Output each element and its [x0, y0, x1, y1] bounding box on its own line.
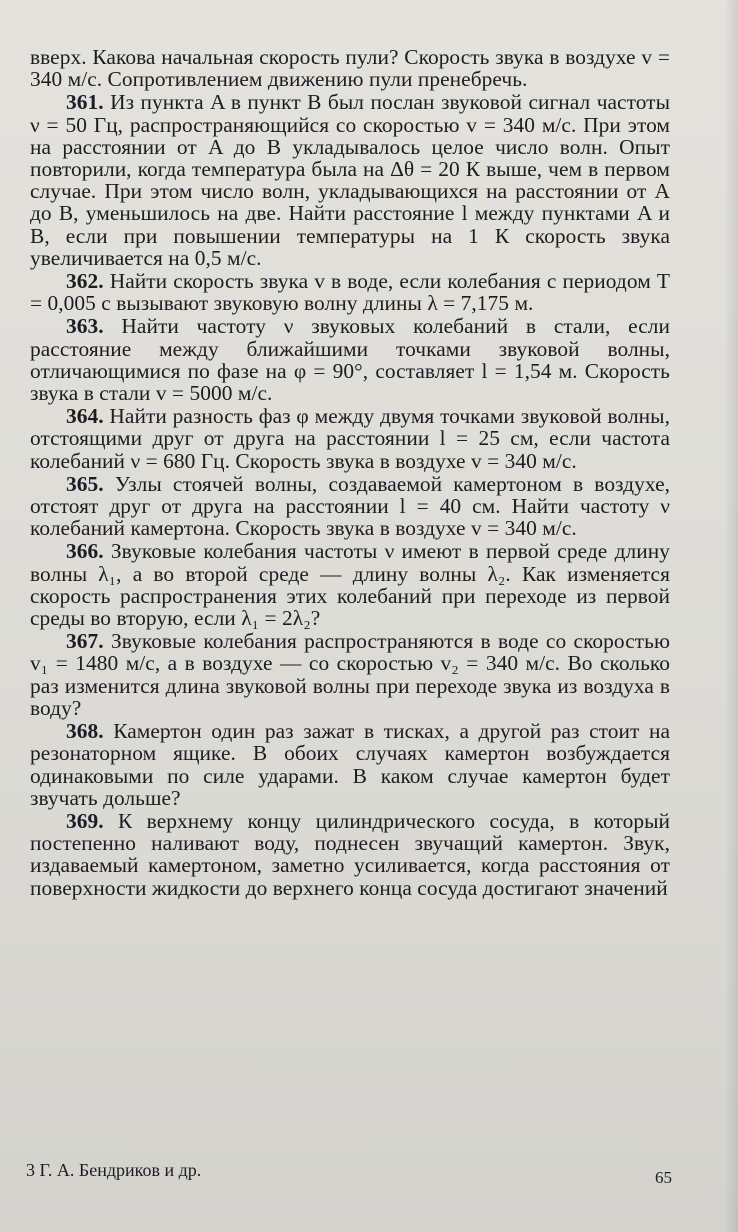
signature-mark: 3 Г. А. Бендриков и др.	[26, 1160, 202, 1180]
problem-text: Звуковые колебания частоты ν имеют в первой среде длину волны λ₁, а во второй среде — длину волны λ₂. Как изменяется скорость распространения этих колебаний при переходе из первой среды во вторую, если λ₁ = 2λ₂?	[30, 539, 670, 631]
problem-364	[30, 405, 670, 472]
problem-number: 369.	[66, 808, 104, 833]
problem-365	[30, 473, 670, 540]
problem-number: 362.	[66, 269, 104, 294]
problem-text: Найти скорость звука v в воде, если колебания с периодом T = 0,005 с вызывают звуковую волну длины λ = 7,175 м.	[30, 269, 671, 316]
problem-number: 368.	[66, 719, 104, 744]
problem-text: Найти частоту ν звуковых колебаний в стали, если расстояние между ближайшими точками звуковой волны, отличающимися по фазе на φ = 90°, составляет l = 1,54 м. Скорость звука в стали v = 5000 м/с.	[30, 314, 670, 406]
problem-number: 367.	[66, 629, 104, 654]
page-footer	[26, 1160, 672, 1200]
page-edge-shadow	[724, 0, 738, 1232]
problem-number: 365.	[66, 471, 104, 496]
problem-363	[30, 315, 670, 404]
problem-number: 364.	[66, 404, 104, 429]
problem-text: К верхнему концу цилиндрического сосуда, в который постепенно наливают воду, поднесен звучащий камертон. Звук, издаваемый камертоном, заметно усиливается, когда расстояния от поверхности жидкости до верхнего конца сосуда достигают значений	[30, 808, 670, 900]
problem-360-continuation	[30, 46, 670, 90]
problem-number: 361.	[66, 90, 104, 115]
problem-text: Камертон один раз зажат в тисках, а другой раз стоит на резонаторном ящике. В обоих случаях камертон возбуждается одинаковыми по силе ударами. В каком случае камертон будет звучать дольше?	[30, 719, 670, 810]
problem-362	[30, 270, 670, 314]
problem-366	[30, 540, 670, 629]
page-number: 65	[655, 1168, 672, 1187]
problem-text: Звуковые колебания распространяются в воде со скоростью v₁ = 1480 м/с, а в воздухе — со скоростью v₂ = 340 м/с. Во сколько раз изменится длина звуковой волны при переходе звука из воздуха в воду?	[30, 629, 670, 720]
page-body	[30, 46, 670, 1186]
problem-361	[30, 91, 670, 269]
problem-number: 363.	[66, 314, 104, 339]
problem-368	[30, 720, 670, 809]
problem-369	[30, 810, 670, 899]
problem-367	[30, 630, 670, 719]
problem-number: 366.	[66, 539, 104, 564]
problem-text: Из пункта A в пункт B был послан звуковой сигнал частоты ν = 50 Гц, распространяющийся со скоростью v = 340 м/с. При этом на расстоянии от A до B укладывалось целое число волн. Опыт повторили, когда температура была на Δθ = 20 К выше, чем в первом случае. При этом число волн, укладывающихся на расстоянии от A до B, уменьшилось на две. Найти расстояние l между пунктами A и B, если при повышении температуры на 1 К скорость звука увеличивается на 0,5 м/с.	[30, 90, 670, 270]
problem-text: Найти разность фаз φ между двумя точками звуковой волны, отстоящими друг от друга на расстоянии l = 25 см, если частота колебаний ν = 680 Гц. Скорость звука в воздухе v = 340 м/с.	[30, 404, 670, 473]
problem-text: вверх. Какова начальная скорость пули? Скорость звука в воздухе v = 340 м/с. Сопротивлением движению пули пренебречь.	[30, 45, 670, 92]
problem-text: Узлы стоячей волны, создаваемой камертоном в воздухе, отстоят друг от друга на расстоянии l = 40 см. Найти частоту ν колебаний камертона. Скорость звука в воздухе v = 340 м/с.	[30, 471, 671, 541]
